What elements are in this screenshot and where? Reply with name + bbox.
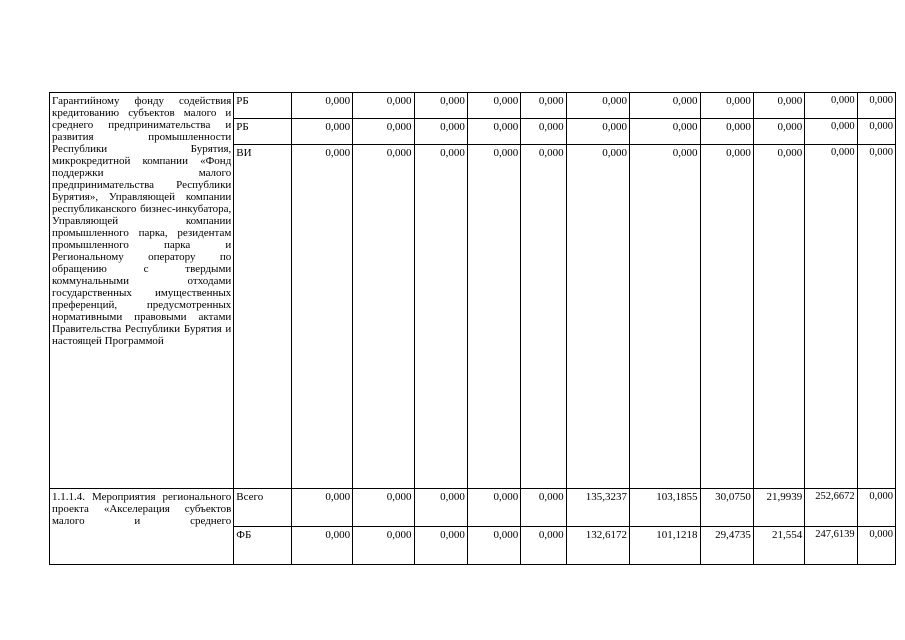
value-cell: 0,000	[467, 489, 520, 527]
value-cell: 0,000	[291, 527, 352, 565]
value-cell: 0,000	[291, 145, 352, 489]
description-text-last-line: настоящей Программой	[52, 335, 164, 347]
value-cell: 21,554	[753, 527, 804, 565]
table-row	[50, 93, 896, 119]
description-text: Гарантийному фонду содействия кредитованию субъектов малого и среднего предпринимательства и развития промышленности Республики Бурятия, микрокредитной компании «Фонд поддержки малого предпринимательства Республики Бурятия», Управляющей компании республиканского бизнес-инкубатора, Управляющей компании промышленного парка, резидентам промышленного парка и Региональному оператору по обращению с твердыми коммунальными отходами государственных имущественных преференций, предусмотренных нормативными правовыми актами Правительства Республики Бурятия и	[52, 95, 232, 335]
description-text: 1.1.1.4. Мероприятия регионального проекта «Акселерация субъектов малого и среднего	[52, 491, 232, 527]
value-cell: 0,000	[414, 93, 467, 119]
funding-source-cell: ВИ	[234, 145, 291, 489]
value-cell: 0,000	[353, 93, 414, 119]
value-cell: 0,000	[521, 93, 566, 119]
value-cell: 0,000	[857, 93, 895, 119]
value-cell: 0,000	[566, 119, 629, 145]
value-cell: 0,000	[353, 119, 414, 145]
row-description-acceleration	[50, 489, 234, 565]
value-cell: 0,000	[566, 145, 629, 489]
row-description-preferences	[50, 93, 234, 489]
value-cell: 0,000	[467, 93, 520, 119]
funding-source-cell: ФБ	[234, 527, 291, 565]
value-cell: 101,1218	[630, 527, 701, 565]
value-cell: 21,9939	[753, 489, 804, 527]
funding-source-cell: РБ	[234, 119, 291, 145]
financing-table	[49, 92, 896, 565]
value-cell: 0,000	[521, 119, 566, 145]
value-cell: 0,000	[700, 119, 753, 145]
value-cell: 0,000	[700, 145, 753, 489]
value-cell: 29,4735	[700, 527, 753, 565]
value-cell: 0,000	[805, 119, 857, 145]
value-cell: 0,000	[291, 489, 352, 527]
value-cell: 0,000	[467, 527, 520, 565]
value-cell: 0,000	[805, 145, 857, 489]
table-body	[50, 93, 896, 565]
value-cell: 0,000	[353, 489, 414, 527]
value-cell: 0,000	[414, 119, 467, 145]
value-cell: 0,000	[521, 145, 566, 489]
value-cell: 0,000	[630, 145, 701, 489]
value-cell: 30,0750	[700, 489, 753, 527]
value-cell: 0,000	[291, 93, 352, 119]
table-row	[50, 489, 896, 527]
funding-source-cell: РБ	[234, 93, 291, 119]
value-cell: 0,000	[521, 527, 566, 565]
value-cell: 0,000	[753, 93, 804, 119]
value-cell: 135,3237	[566, 489, 629, 527]
value-cell: 252,6672	[805, 489, 857, 527]
value-cell: 0,000	[353, 527, 414, 565]
value-cell: 0,000	[414, 527, 467, 565]
value-cell: 0,000	[753, 119, 804, 145]
value-cell: 0,000	[630, 119, 701, 145]
value-cell: 0,000	[467, 145, 520, 489]
value-cell: 0,000	[753, 145, 804, 489]
value-cell: 0,000	[291, 119, 352, 145]
value-cell: 0,000	[857, 119, 895, 145]
value-cell: 247,6139	[805, 527, 857, 565]
funding-source-cell: Всего	[234, 489, 291, 527]
value-cell: 0,000	[805, 93, 857, 119]
value-cell: 0,000	[700, 93, 753, 119]
value-cell: 0,000	[353, 145, 414, 489]
value-cell: 0,000	[414, 145, 467, 489]
value-cell: 0,000	[630, 93, 701, 119]
value-cell: 0,000	[857, 527, 895, 565]
value-cell: 0,000	[566, 93, 629, 119]
value-cell: 103,1855	[630, 489, 701, 527]
value-cell: 0,000	[857, 489, 895, 527]
value-cell: 132,6172	[566, 527, 629, 565]
value-cell: 0,000	[467, 119, 520, 145]
value-cell: 0,000	[857, 145, 895, 489]
value-cell: 0,000	[414, 489, 467, 527]
value-cell: 0,000	[521, 489, 566, 527]
